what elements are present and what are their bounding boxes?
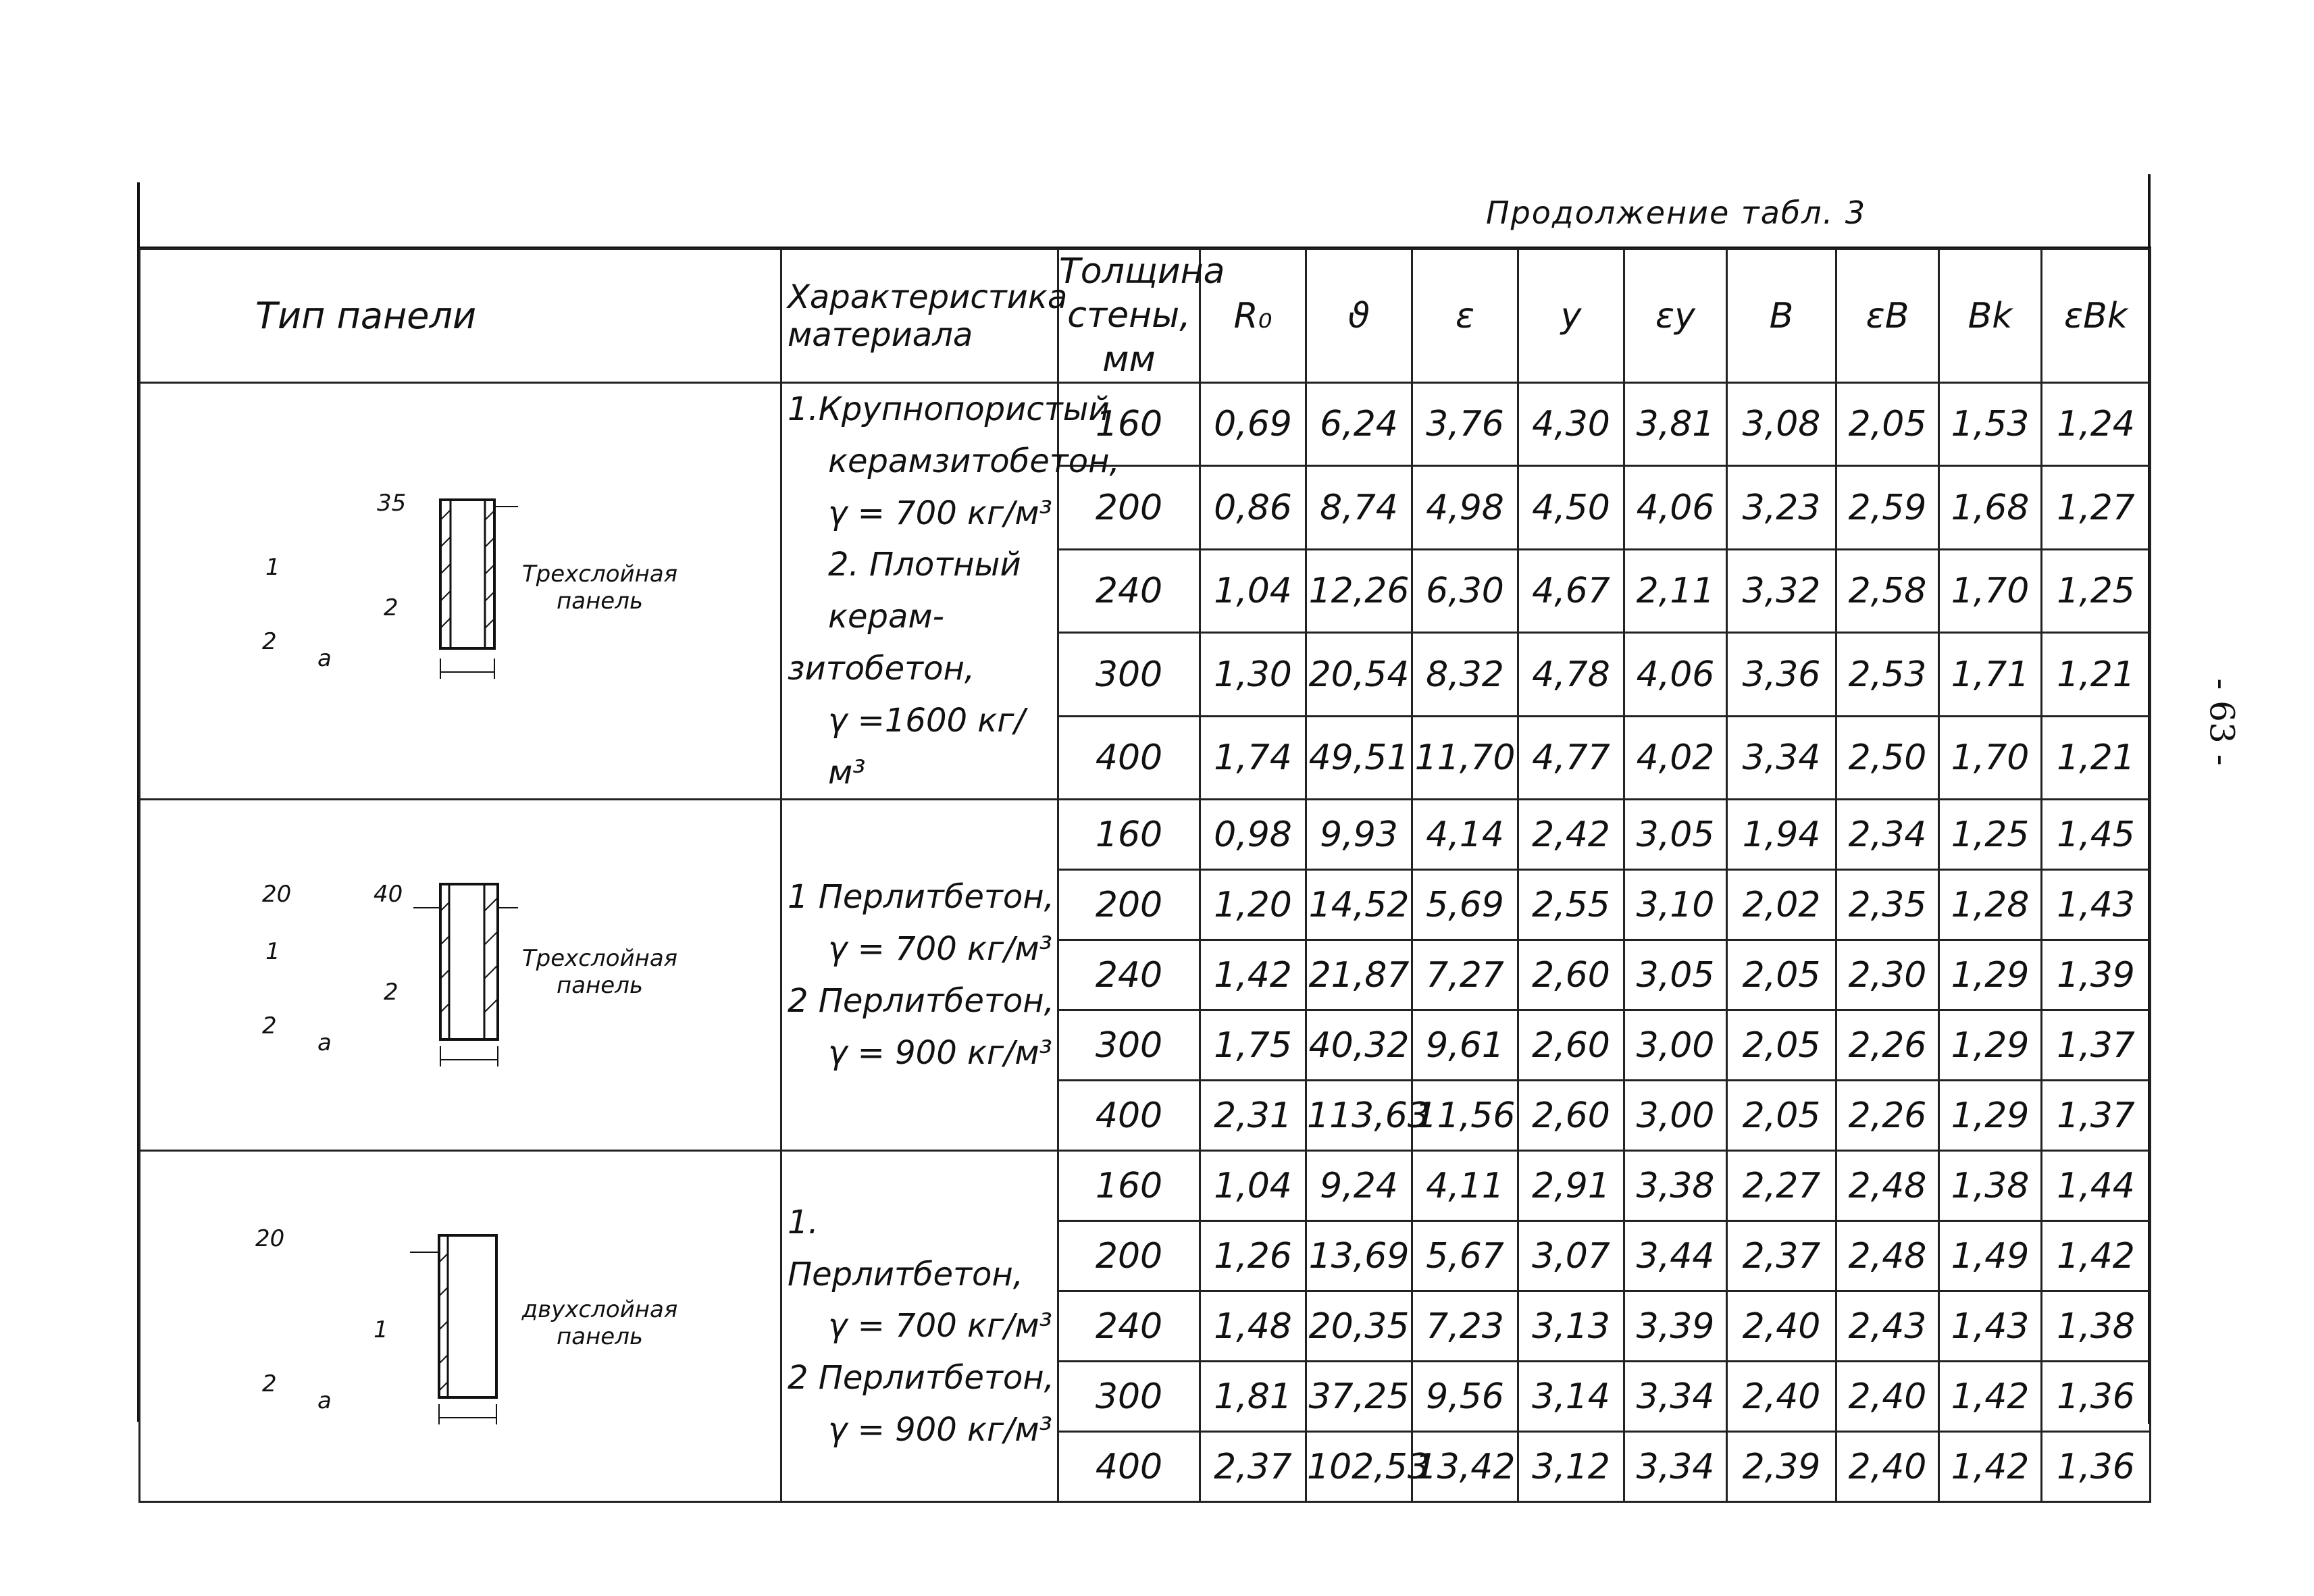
panel-name: двухслойная панель [521,1295,678,1350]
panel-width-label: a [317,1029,332,1056]
thickness-cell: 300 [1058,633,1200,716]
material-line: γ = 900 кг/м³ [828,1411,1052,1449]
value-cell: 2,02 [1727,870,1836,940]
value-cell: 2,53 [1836,633,1939,716]
value-cell: 1,94 [1727,800,1836,870]
panel-width-label: a [317,1387,332,1414]
value-cell: 3,05 [1624,940,1727,1010]
value-cell: 1,24 [2042,383,2151,466]
value-cell: 4,06 [1624,466,1727,549]
value-cell: 3,05 [1624,800,1727,870]
value-cell: 1,71 [1939,633,2042,716]
value-cell: 1,70 [1939,716,2042,800]
value-cell: 2,37 [1727,1221,1836,1291]
panel-type-cell [140,1151,781,1502]
header-row [140,249,2151,383]
value-cell: 2,26 [1836,1010,1939,1081]
header-col: ϑ [1306,249,1412,383]
header-col: εB [1836,249,1939,383]
value-cell: 13,42 [1412,1432,1518,1502]
panel-layer-label: 2 [262,1012,277,1039]
header-col: B [1727,249,1836,383]
material-line: γ = 700 кг/м³ [828,494,1052,532]
panel-layer-label: 2 [384,594,398,622]
data-table [138,248,2151,1503]
header-col: y [1518,249,1624,383]
value-cell: 5,67 [1412,1221,1518,1291]
material-line: 1 Перлитбетон, [788,878,1054,917]
value-cell: 2,35 [1836,870,1939,940]
material-line: γ = 900 кг/м³ [828,1033,1052,1072]
value-cell: 2,31 [1200,1081,1306,1151]
value-cell: 2,50 [1836,716,1939,800]
header-material: Характеристика материала [781,249,1058,383]
value-cell: 3,38 [1624,1151,1727,1221]
header-col: εy [1624,249,1727,383]
material-line: 2 Перлитбетон, [788,1359,1054,1397]
value-cell: 0,86 [1200,466,1306,549]
value-cell: 4,30 [1518,383,1624,466]
value-cell: 12,26 [1306,549,1412,632]
value-cell: 20,35 [1306,1291,1412,1362]
material-cell [781,1151,1058,1502]
value-cell: 2,91 [1518,1151,1624,1221]
header-col: ε [1412,249,1518,383]
value-cell: 3,08 [1727,383,1836,466]
value-cell: 2,11 [1624,549,1727,632]
table-row [140,1151,2151,1221]
value-cell: 2,55 [1518,870,1624,940]
material-cell [781,383,1120,800]
value-cell: 8,74 [1306,466,1412,549]
value-cell: 2,60 [1518,940,1624,1010]
value-cell: 1,27 [2042,466,2151,549]
value-cell: 7,27 [1412,940,1518,1010]
thickness-cell: 300 [1058,1362,1200,1432]
table-row [140,800,2151,870]
value-cell: 2,48 [1836,1151,1939,1221]
value-cell: 1,43 [2042,870,2151,940]
panel-name: Трехслойная панель [521,944,678,999]
value-cell: 1,49 [1939,1221,2042,1291]
value-cell: 4,78 [1518,633,1624,716]
value-cell: 1,38 [2042,1291,2151,1362]
value-cell: 2,30 [1836,940,1939,1010]
material-line: 2 Перлитбетон, [788,981,1054,1020]
value-cell: 1,29 [1939,1081,2042,1151]
value-cell: 3,13 [1518,1291,1624,1362]
panel-dimension: 35 [377,490,407,517]
page-number: - 63 - [2202,678,2242,766]
thickness-cell: 240 [1058,1291,1200,1362]
panel-name: Трехслойная панель [521,561,678,615]
value-cell: 3,12 [1518,1432,1624,1502]
value-cell: 1,74 [1200,716,1306,800]
table-caption: Продолжение табл. 3 [1486,195,1867,231]
value-cell: 3,32 [1727,549,1836,632]
value-cell: 1,75 [1200,1010,1306,1081]
thickness-cell: 240 [1058,549,1200,632]
thickness-cell: 160 [1058,383,1200,466]
value-cell: 3,44 [1624,1221,1727,1291]
value-cell: 1,38 [1939,1151,2042,1221]
panel-dimension: 20 [262,880,292,908]
material-line: γ = 700 кг/м³ [828,930,1052,969]
panel-type-cell [140,383,781,800]
value-cell: 4,11 [1412,1151,1518,1221]
value-cell: 1,39 [2042,940,2151,1010]
value-cell: 1,21 [2042,633,2151,716]
value-cell: 11,70 [1412,716,1518,800]
value-cell: 2,40 [1727,1291,1836,1362]
material-line: керамзитобетон, [828,442,1120,480]
value-cell: 4,77 [1518,716,1624,800]
value-cell: 102,53 [1306,1432,1412,1502]
value-cell: 3,23 [1727,466,1836,549]
value-cell: 14,52 [1306,870,1412,940]
value-cell: 2,59 [1836,466,1939,549]
value-cell: 2,05 [1727,940,1836,1010]
value-cell: 13,69 [1306,1221,1412,1291]
value-cell: 3,10 [1624,870,1727,940]
thickness-cell: 400 [1058,1081,1200,1151]
value-cell: 2,40 [1727,1362,1836,1432]
value-cell: 3,34 [1624,1432,1727,1502]
value-cell: 3,36 [1727,633,1836,716]
value-cell: 0,69 [1200,383,1306,466]
table-row [140,383,2151,466]
value-cell: 1,36 [2042,1362,2151,1432]
value-cell: 9,56 [1412,1362,1518,1432]
material-line: 2. Плотный керам- [828,546,1021,636]
panel-width-label: a [317,645,332,673]
material-line: зитобетон, [788,649,975,688]
value-cell: 1,04 [1200,549,1306,632]
value-cell: 1,29 [1939,940,2042,1010]
value-cell: 5,69 [1412,870,1518,940]
value-cell: 1,25 [2042,549,2151,632]
value-cell: 3,34 [1727,716,1836,800]
value-cell: 9,24 [1306,1151,1412,1221]
value-cell: 2,05 [1727,1081,1836,1151]
value-cell: 2,40 [1836,1432,1939,1502]
value-cell: 1,25 [1939,800,2042,870]
value-cell: 20,54 [1306,633,1412,716]
panel-layer-label: 2 [262,628,277,656]
value-cell: 1,42 [1200,940,1306,1010]
value-cell: 1,26 [1200,1221,1306,1291]
value-cell: 1,42 [2042,1221,2151,1291]
thickness-cell: 160 [1058,800,1200,870]
value-cell: 113,63 [1306,1081,1412,1151]
panel-dimension: 20 [255,1225,285,1252]
value-cell: 1,81 [1200,1362,1306,1432]
value-cell: 2,60 [1518,1010,1624,1081]
panel-layer-label: 2 [262,1370,277,1397]
thickness-cell: 200 [1058,466,1200,549]
thickness-cell: 400 [1058,1432,1200,1502]
thickness-cell: 400 [1058,716,1200,800]
value-cell: 1,43 [1939,1291,2042,1362]
value-cell: 6,24 [1306,383,1412,466]
panel-layer-label: 1 [374,1316,388,1343]
value-cell: 2,27 [1727,1151,1836,1221]
value-cell: 2,26 [1836,1081,1939,1151]
value-cell: 3,81 [1624,383,1727,466]
material-line: 1.Крупнопористый [788,390,1110,428]
value-cell: 1,21 [2042,716,2151,800]
value-cell: 7,23 [1412,1291,1518,1362]
value-cell: 2,34 [1836,800,1939,870]
value-cell: 2,43 [1836,1291,1939,1362]
value-cell: 1,36 [2042,1432,2151,1502]
value-cell: 1,45 [2042,800,2151,870]
panel-layer-label: 2 [384,978,398,1006]
value-cell: 4,06 [1624,633,1727,716]
value-cell: 4,02 [1624,716,1727,800]
material-line: γ = 700 кг/м³ [828,1307,1052,1345]
value-cell: 1,28 [1939,870,2042,940]
value-cell: 2,48 [1836,1221,1939,1291]
panel-dimension: 40 [374,880,403,908]
value-cell: 1,44 [2042,1151,2151,1221]
material-line: 1. Перлитбетон, [788,1203,1024,1293]
value-cell: 2,42 [1518,800,1624,870]
value-cell: 8,32 [1412,633,1518,716]
value-cell: 1,48 [1200,1291,1306,1362]
value-cell: 0,98 [1200,800,1306,870]
header-col: εBk [2042,249,2151,383]
value-cell: 1,37 [2042,1081,2151,1151]
thickness-cell: 240 [1058,940,1200,1010]
value-cell: 2,37 [1200,1432,1306,1502]
value-cell: 3,14 [1518,1362,1624,1432]
panel-type-cell [140,800,781,1151]
header-col: Bk [1939,249,2042,383]
value-cell: 3,00 [1624,1081,1727,1151]
thickness-cell: 300 [1058,1010,1200,1081]
value-cell: 9,93 [1306,800,1412,870]
header-thickness: Толщина стены, мм [1058,249,1200,383]
value-cell: 2,60 [1518,1081,1624,1151]
value-cell: 3,39 [1624,1291,1727,1362]
value-cell: 4,67 [1518,549,1624,632]
value-cell: 4,14 [1412,800,1518,870]
header-panel-type: Тип панели [140,249,781,383]
value-cell: 49,51 [1306,716,1412,800]
value-cell: 1,53 [1939,383,2042,466]
value-cell: 1,20 [1200,870,1306,940]
value-cell: 2,05 [1836,383,1939,466]
value-cell: 37,25 [1306,1362,1412,1432]
thickness-cell: 200 [1058,1221,1200,1291]
value-cell: 1,37 [2042,1010,2151,1081]
header-col: R₀ [1200,249,1306,383]
value-cell: 4,98 [1412,466,1518,549]
value-cell: 3,76 [1412,383,1518,466]
value-cell: 3,00 [1624,1010,1727,1081]
value-cell: 1,68 [1939,466,2042,549]
thickness-cell: 200 [1058,870,1200,940]
material-line: γ =1600 кг/м³ [828,701,1025,792]
value-cell: 1,70 [1939,549,2042,632]
value-cell: 1,29 [1939,1010,2042,1081]
value-cell: 2,58 [1836,549,1939,632]
value-cell: 40,32 [1306,1010,1412,1081]
value-cell: 9,61 [1412,1010,1518,1081]
value-cell: 2,39 [1727,1432,1836,1502]
value-cell: 3,07 [1518,1221,1624,1291]
panel-layer-label: 1 [265,554,280,582]
value-cell: 4,50 [1518,466,1624,549]
value-cell: 1,42 [1939,1362,2042,1432]
value-cell: 2,05 [1727,1010,1836,1081]
panel-layer-label: 1 [265,937,280,965]
thickness-cell: 160 [1058,1151,1200,1221]
value-cell: 3,34 [1624,1362,1727,1432]
value-cell: 1,42 [1939,1432,2042,1502]
value-cell: 1,30 [1200,633,1306,716]
value-cell: 2,40 [1836,1362,1939,1432]
value-cell: 11,56 [1412,1081,1518,1151]
material-cell [781,800,1058,1151]
value-cell: 6,30 [1412,549,1518,632]
value-cell: 1,04 [1200,1151,1306,1221]
value-cell: 21,87 [1306,940,1412,1010]
